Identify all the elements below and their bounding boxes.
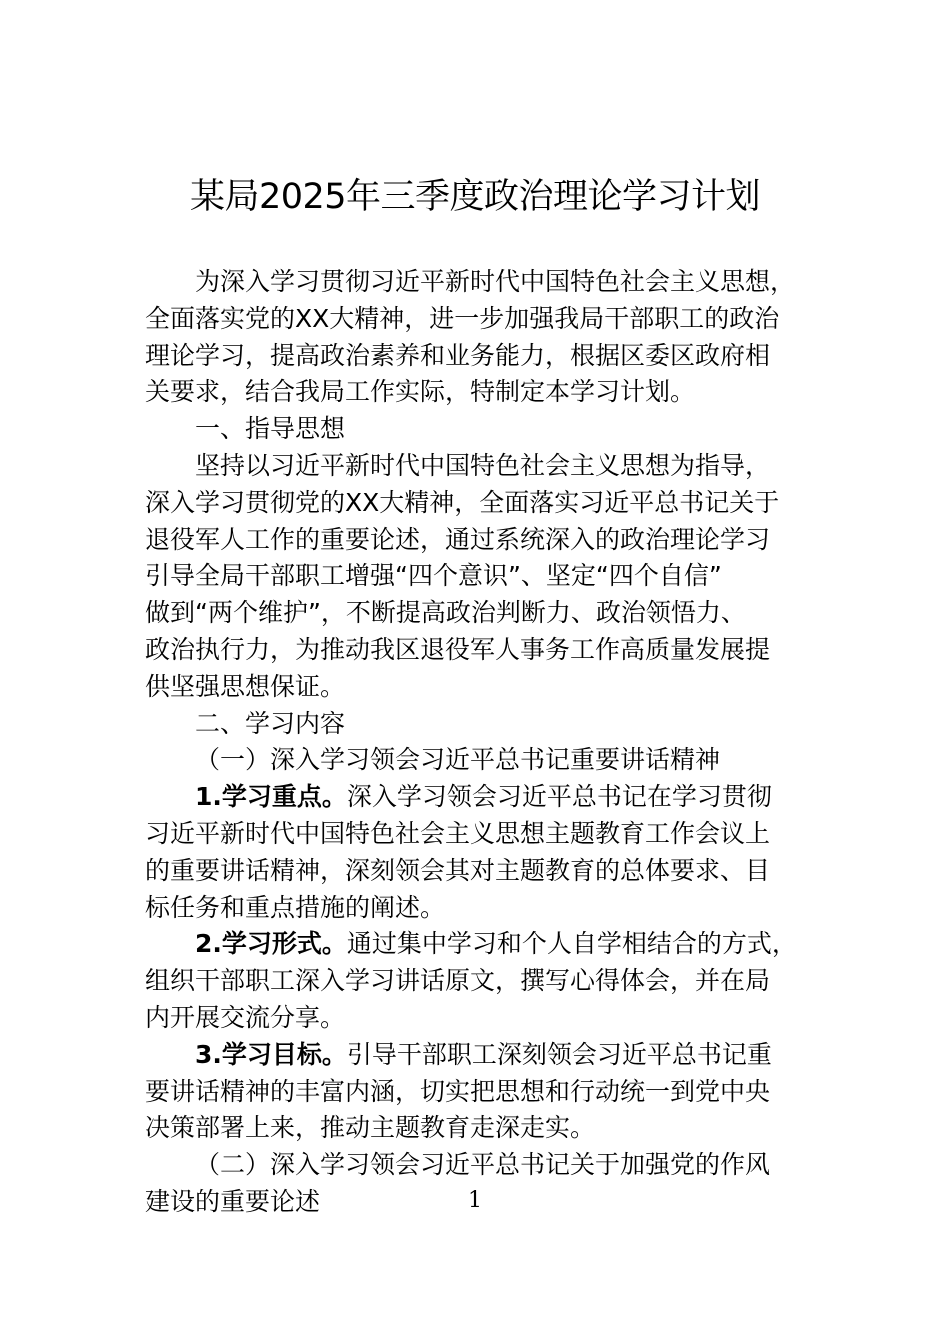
text-line: 关要求，结合我局工作实际，特制定本学习计划。 [145,377,696,407]
form-label: 2.学习形式。 [195,929,347,959]
text-line: 要讲话精神的丰富内涵，切实把思想和行动统一到党中央 [145,1076,771,1106]
text-line: 退役军人工作的重要论述，通过系统深入的政治理论学习 [145,524,771,554]
text-line: 内开展交流分享。 [145,1002,346,1032]
section-heading: 二、学习内容 [195,708,346,738]
text-line [145,779,835,816]
text-line: 标任务和重点措施的阐述。 [145,892,446,922]
text-line: 政治执行力，为推动我区退役军人事务工作高质量发展提 [145,634,771,664]
text-segment: 通过集中学习和个人自学相结合的方式， [346,929,797,959]
document-body [145,264,835,1221]
document-title: 某局2025年三季度政治理论学习计划 [189,177,761,217]
text-line: 深入学习贯彻党的XX大精神，全面落实习近平总书记关于 [145,487,780,517]
text-line: 习近平新时代中国特色社会主义思想主题教育工作会议上 [145,818,771,848]
text-line: 决策部署上来，推动主题教育走深走实。 [145,1113,596,1143]
text-line [145,926,835,963]
text-line: 做到“两个维护”，不断提高政治判断力、政治领悟力、 [145,598,746,628]
page-number: 1 [468,1188,482,1213]
text-line: 引导全局干部职工增强“四个意识”、坚定“四个自信” [145,561,722,591]
text-line: 建设的重要论述 [145,1186,321,1216]
subsection-heading: （二）深入学习领会习近平总书记关于加强党的作风 [195,1150,771,1180]
text-line: 为深入学习贯彻习近平新时代中国特色社会主义思想， [195,267,796,296]
text-line [145,1037,835,1074]
section-heading: 一、指导思想 [195,414,346,444]
focus-label: 1.学习重点。 [195,782,347,812]
text-segment: 深入学习领会习近平总书记在学习贯彻 [346,782,772,812]
goal-label: 3.学习目标。 [195,1039,347,1069]
text-line: 供坚强思想保证。 [145,671,346,701]
text-segment: 引导干部职工深刻领会习近平总书记重 [346,1039,772,1069]
text-line: 全面落实党的XX大精神，进一步加强我局干部职工的政治 [145,303,780,333]
text-line: 坚持以习近平新时代中国特色社会主义思想为指导， [195,450,771,480]
text-line: 组织干部职工深入学习讲话原文，撰写心得体会，并在局 [145,966,771,996]
text-line: 理论学习，提高政治素养和业务能力，根据区委区政府相 [145,340,771,370]
text-line: 的重要讲话精神，深刻领会其对主题教育的总体要求、目 [145,855,771,885]
subsection-heading: （一）深入学习领会习近平总书记重要讲话精神 [195,745,721,775]
